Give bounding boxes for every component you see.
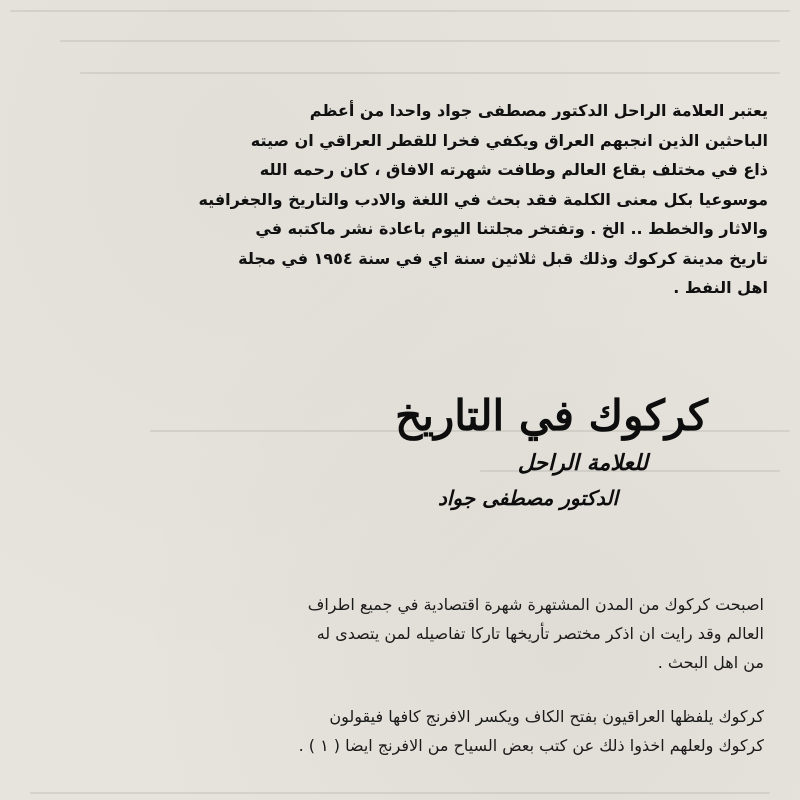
intro-line: ذاع في مختلف بقاع العالم وطافت شهرته الافاق ، كان رحمه الله <box>259 160 768 179</box>
body-line: من اهل البحث . <box>657 653 764 672</box>
article-body <box>26 590 764 760</box>
bleed-through-line <box>10 10 790 12</box>
bleed-through-line <box>80 72 780 74</box>
body-paragraph <box>26 590 764 677</box>
body-line: العالم وقد رايت ان اذكر مختصر تأريخها تاركا تفاصيله لمن يتصدى له <box>316 624 764 643</box>
bleed-through-line <box>30 792 770 794</box>
intro-line: الباحثين الذين انجبهم العراق ويكفي فخرا للقطر العراقي ان صيته <box>250 130 768 150</box>
author-attribution-line1: للعلامة الراحل <box>517 450 648 476</box>
intro-line: تاريخ مدينة كركوك وذلك قبل ثلاثين سنة اي في سنة ١٩٥٤ في مجلة <box>238 248 768 268</box>
bleed-through-line <box>60 40 780 42</box>
author-attribution-line2: الدكتور مصطفى جواد <box>437 486 618 510</box>
article-title: كركوك في التاريخ <box>395 391 708 440</box>
intro-line: والاثار والخطط .. الخ . وتفتخر مجلتنا اليوم باعادة نشر ماكتبه في <box>255 219 768 238</box>
intro-line: يعتبر العلامة الراحل الدكتور مصطفى جواد واحدا من أعظم <box>309 101 768 120</box>
body-paragraph <box>26 702 764 760</box>
intro-line: اهل النفط . <box>673 278 768 297</box>
intro-line: موسوعيا بكل معنى الكلمة فقد بحث في اللغة والادب والتاريخ والجغرافيه <box>198 189 768 209</box>
body-line: كركوك يلفظها العراقيون بفتح الكاف ويكسر الافرنج كافها فيقولون <box>329 707 764 726</box>
body-line: كركوك ولعلهم اخذوا ذلك عن كتب بعض السياح من الافرنج ايضا ( ١ ) . <box>298 736 764 755</box>
article-title-block <box>148 388 708 528</box>
intro-paragraph <box>38 96 768 303</box>
body-line: اصبحت كركوك من المدن المشتهرة شهرة اقتصادية في جميع اطراف <box>307 595 764 614</box>
